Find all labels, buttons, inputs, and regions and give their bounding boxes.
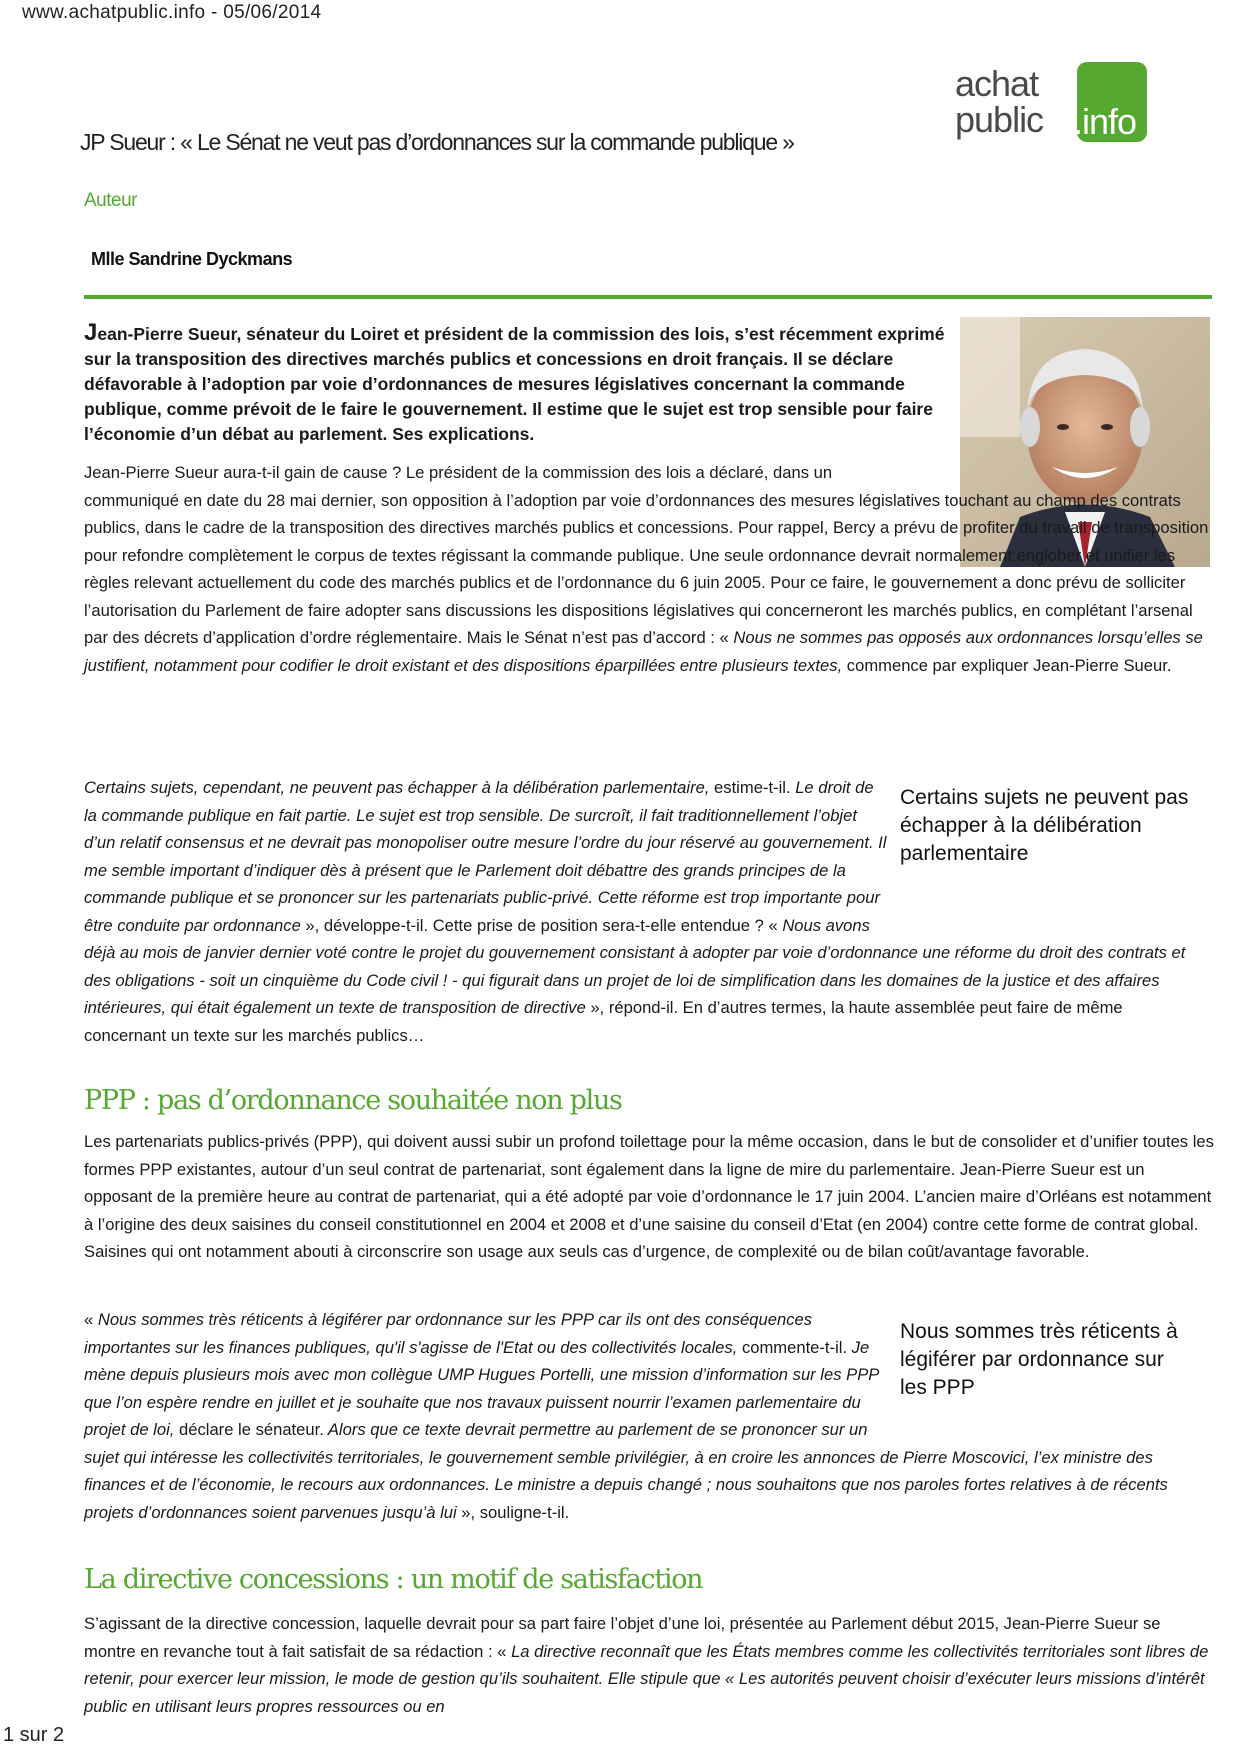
logo-word-achat: achat (955, 63, 1039, 104)
site-date-header: www.achatpublic.info - 05/06/2014 (22, 2, 322, 23)
logo-word-info: .info (1073, 101, 1137, 142)
pull-quote-1: Certains sujets ne peuvent pas échapper à la délibération parlementaire (900, 786, 1189, 865)
author-label: Auteur (84, 190, 137, 211)
lead-text: ean-Pierre Sueur, sénateur du Loiret et président de la commission des lois, s’est récemment exprimé sur la transposition des directives marchés publics et concessions en droit français. Il se déclare défavorable à l’adoption par voie d’ordonnances de mesures législatives concernant la commande publique, comme prévoit de le faire le gouvernement. Il estime que le sujet est trop sensible pour faire l’économie d’un débat au parlement. Ses explications. (84, 324, 945, 444)
achatpublic-logo[interactable] (955, 62, 1155, 152)
logo-word-public: public (955, 99, 1044, 140)
pull-quote-2: Nous sommes très réticents à légiférer par ordonnance sur les PPP (900, 1320, 1178, 1399)
green-divider (84, 295, 1212, 299)
article-title: JP Sueur : « Le Sénat ne veut pas d’ordonnances sur la commande publique » (80, 129, 794, 155)
body-paragraph-3: Les partenariats publics-privés (PPP), qui doivent aussi subir un profond toilettage pour la même occasion, dans le but de consolider et d’unifier toutes les formes PPP existantes, autour d’un seul contrat de partenariat, sont également dans la ligne de mire du parlementaire. Jean-Pierre Sueur est un opposant de la première heure au contrat de partenariat, qui a été adopté par voie d’ordonnance le 17 juin 2004. L’ancien maire d’Orléans est notamment à l’origine des deux saisines du conseil constitutionnel en 2004 et 2008 et d’une saisine du conseil d’Etat (en 2004) contre cette forme de contrat global. Saisines qui ont notamment abouti à circonscrire son usage aux seuls cas d’urgence, de complexité ou de bilan coût/avantage favorable. (84, 1132, 1214, 1261)
section-heading-concessions: La directive concessions : un motif de satisfaction (84, 1564, 703, 1595)
body-paragraph-5: S’agissant de la directive concession, laquelle devrait pour sa part faire l’objet d’une loi, présentée au Parlement début 2015, Jean-Pierre Sueur se montre en revanche tout à fait satisfait de sa rédaction : « La directive reconnaît que les États membres comme les collectivités territoriales sont libres de retenir, pour exercer leur mission, le mode de gestion qu’ils souhaitent. Elle stipule que « Les autorités peuvent choisir d’exécuter leurs missions d’intérêt public en utilisant leurs propres ressources ou en (84, 1614, 1209, 1716)
lead-dropcap: J (84, 319, 98, 346)
author-name: Mlle Sandrine Dyckmans (91, 249, 293, 269)
body-paragraph-1: Jean-Pierre Sueur aura-t-il gain de cause ? Le président de la commission des lois a déclaré, dans un communiqué en date du 28 mai dernier, son opposition à l’adoption par voie d’ordonnances des mesures législatives touchant au champ des contrats publics, dans le cadre de la transposition des directives marchés publics et concessions. Pour rappel, Bercy a prévu de profiter du travail de transposition pour refondre complètement le corpus de textes régissant la commande publique. Une seule ordonnance devrait normalement englober et unifier les règles relevant actuellement du code des marchés publics et de l’ordonnance du 6 juin 2005. Pour ce faire, le gouvernement a donc prévu de solliciter l’autorisation du Parlement de faire adopter sans discussions les dispositions législatives qui concerneront les marchés publics, en complétant l’arsenal par des décrets d’application d’ordre réglementaire. Mais le Sénat n’est pas d’accord : « Nous ne sommes pas opposés aux ordonnances lorsqu’elles se justifient, notamment pour codifier le droit existant et des dispositions éparpillées entre plusieurs textes, commence par expliquer Jean-Pierre Sueur. (84, 463, 1209, 675)
body-paragraph-4: « Nous sommes très réticents à légiférer par ordonnance sur les PPP car ils ont des conséquences importantes sur les finances publiques, qu'il s'agisse de l'Etat ou des collectivités locales, commente-t-il. Je mène depuis plusieurs mois avec mon collègue UMP Hugues Portelli, une mission d’information sur les PPP que l’on espère rendre en juillet et je souhaite que nos travaux puissent nourrir l’examen parlementaire du projet de loi, déclare le sénateur. Alors que ce texte devrait permettre au parlement de se prononcer sur un sujet qui intéresse les collectivités territoriales, le gouvernement semble privilégier, à en croire les annonces de Pierre Moscovici, l’ex ministre des finances et de l’économie, le recours aux ordonnances. Le ministre a depuis changé ; nous souhaitons que nos paroles fortes relatives à de récents projets d’ordonnances soient parvenues jusqu’à lui », souligne-t-il. (84, 1310, 1168, 1522)
body-paragraph-2: Certains sujets, cependant, ne peuvent pas échapper à la délibération parlementaire, estime-t-il. Le droit de la commande publique en fait partie. Le sujet est trop sensible. De surcroît, il fait traditionnellement l’objet d’un relatif consensus et ne devrait pas monopoliser outre mesure l’ordre du jour réservé au gouvernement. Il me semble important d’indiquer dès à présent que le Parlement doit débattre des grands principes de la commande publique et se prononcer sur les partenariats public-privé. Cette réforme est trop importante pour être conduite par ordonnance », développe-t-il. Cette prise de position sera-t-elle entendue ? « Nous avons déjà au mois de janvier dernier voté contre le projet du gouvernement consistant à adopter par voie d’ordonnance une réforme du droit des contrats et des obligations - soit un cinquième du Code civil ! - qui figurait dans un projet de loi de simplification dans les domaines de la justice et des affaires intérieures, qui était également un texte de transposition de directive », répond-il. En d’autres termes, la haute assemblée peut faire de même concernant un texte sur les marchés publics… (84, 778, 1186, 1045)
article-lead (84, 320, 946, 447)
section-heading-ppp: PPP : pas d’ordonnance souhaitée non plus (84, 1085, 622, 1116)
page-counter: 1 sur 2 (3, 1724, 65, 1746)
